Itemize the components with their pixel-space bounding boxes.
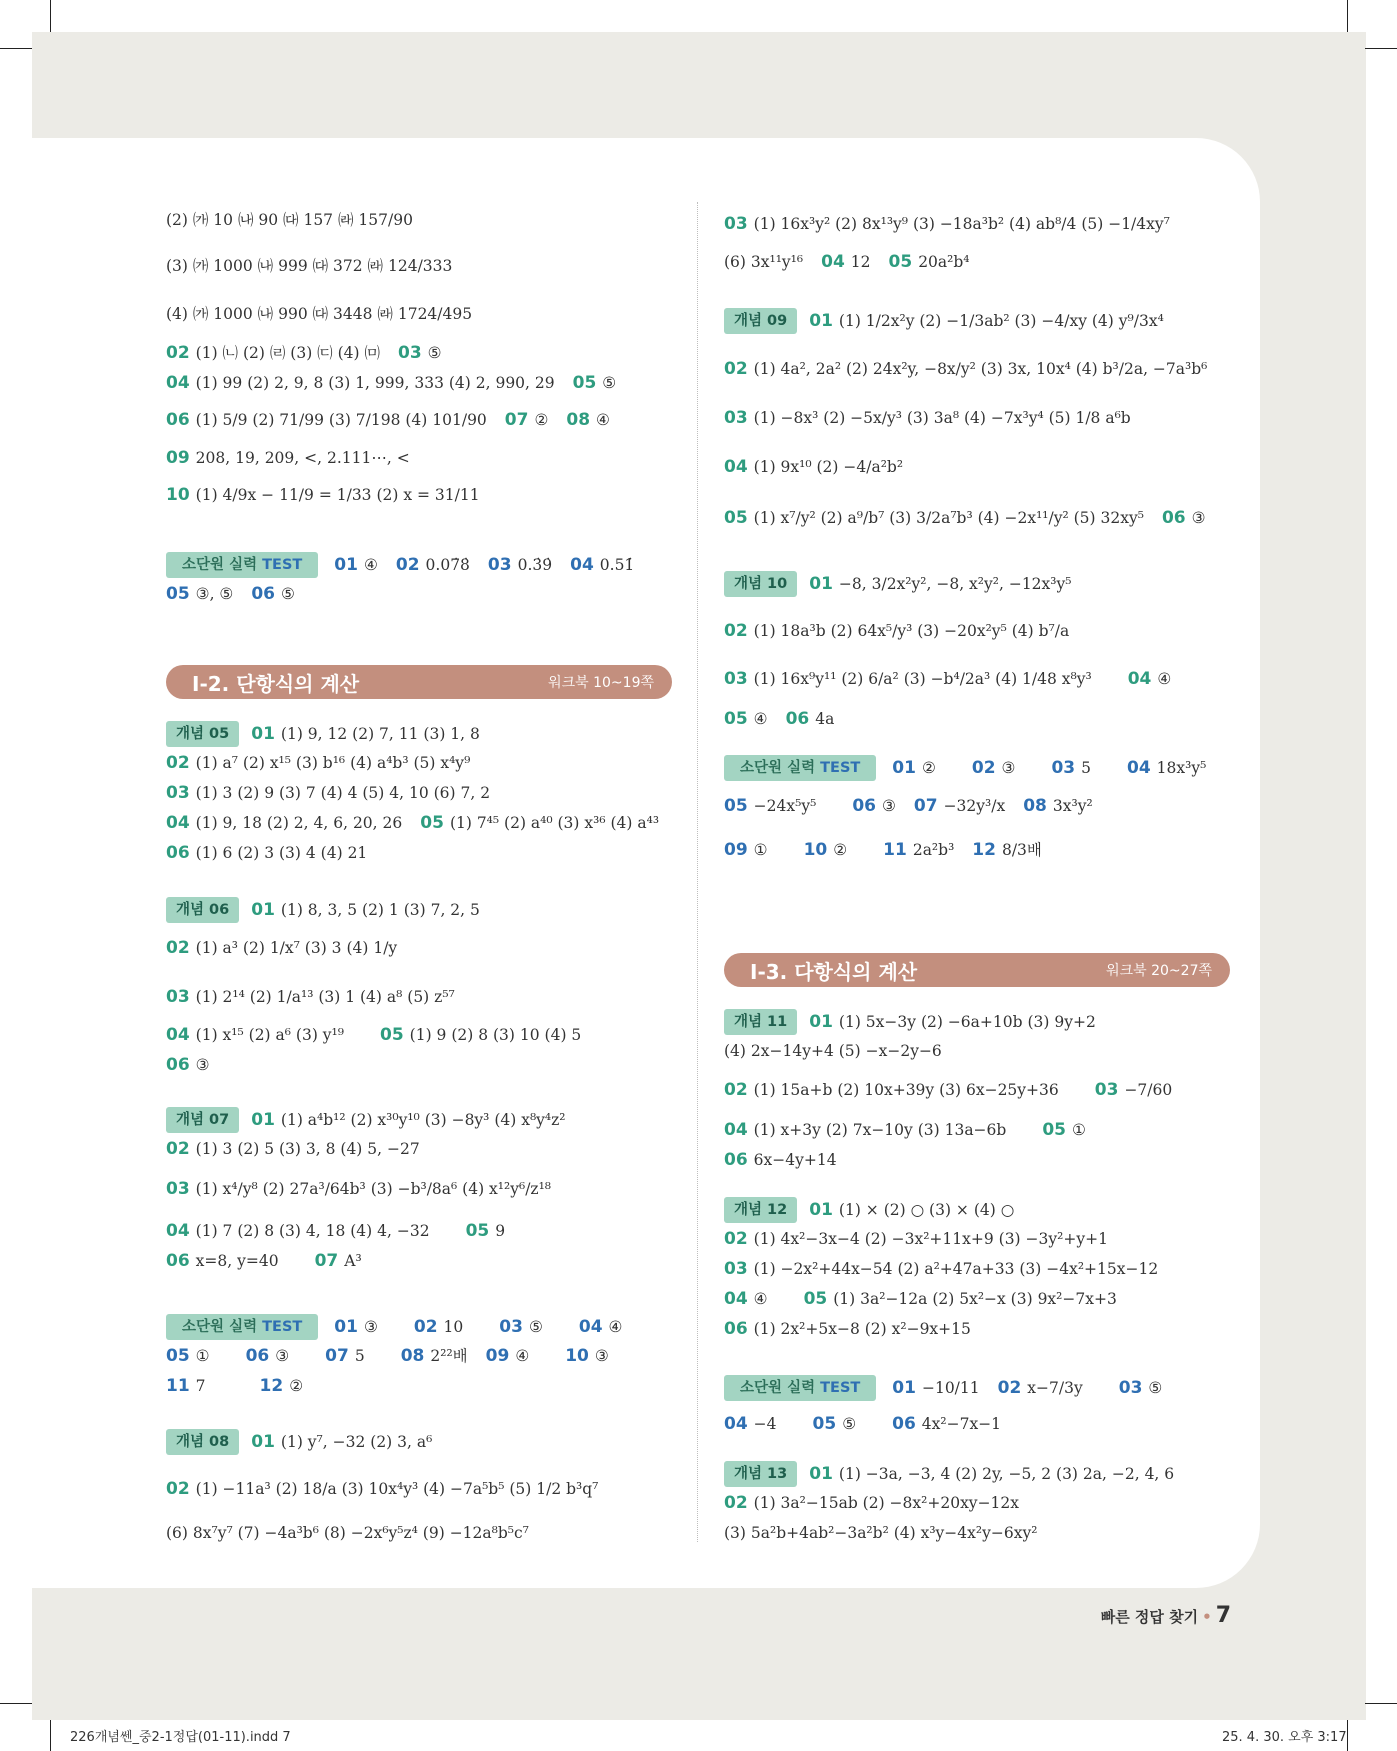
test-tag-label: 소단원 실력: [182, 557, 258, 573]
answer-line: [724, 1197, 1014, 1223]
answer-text: 20a²b⁴: [918, 253, 970, 271]
test-tag: [724, 755, 876, 781]
answer-line: [166, 208, 413, 232]
answer-text: ⑤: [427, 344, 442, 362]
item-number: 02: [724, 359, 748, 379]
test-tag: [166, 1314, 318, 1340]
answer-text: (1) 3 (2) 5 (3) 3, 8 (4) 5, −27: [195, 1140, 420, 1158]
answer-text: 4x²−7x−1: [921, 1415, 1002, 1433]
answer-line: [166, 483, 480, 507]
test-line: [166, 1344, 609, 1368]
answer-text: x−7/3y: [1027, 1379, 1083, 1397]
answer-text: ⑤: [842, 1415, 857, 1433]
item-number: 05: [803, 1289, 828, 1309]
item-number: 02: [166, 343, 190, 363]
answer-text: ②: [921, 759, 936, 777]
test-line: [166, 1374, 303, 1398]
answer-text: (1) x+3y (2) 7x−10y (3) 13a−6b: [753, 1121, 1007, 1139]
test-line: [724, 755, 1206, 781]
item-number: 04: [166, 813, 190, 833]
answer-line: [166, 936, 397, 960]
item-number: 05: [724, 796, 748, 816]
answer-text: 0.51̇: [599, 556, 635, 574]
answer-text: ③: [594, 1347, 609, 1365]
item-number: 04: [578, 1317, 603, 1337]
item-number: 05: [166, 1346, 190, 1366]
answer-line: [166, 1177, 551, 1201]
item-number: 10: [565, 1346, 589, 1366]
answer-text: (1) 9, 18 (2) 2, 4, 6, 20, 26: [195, 814, 403, 832]
item-number: 02: [724, 621, 748, 641]
answer-text: −8, 3/2x²y², −8, x²y², −12x³y⁵: [838, 575, 1072, 593]
answer-text: (4) 2x−14y+4 (5) −x−2y−6: [724, 1042, 942, 1060]
item-number: 04: [724, 1120, 748, 1140]
answer-line: [724, 455, 903, 479]
answer-text: −32y³/x: [943, 797, 1006, 815]
answer-text: 6x−4y+14: [753, 1151, 837, 1169]
answer-text: (1) 3a²−15ab (2) −8x²+20xy−12x: [753, 1494, 1020, 1512]
answer-line: [166, 302, 472, 326]
item-number: 05: [888, 252, 913, 272]
answer-text: (1) 4a², 2a² (2) 24x²y, −8x/y² (3) 3x, 10x⁴ (4) b³/2a, −7a³b⁶: [753, 360, 1208, 378]
item-number: 05: [812, 1414, 837, 1434]
answer-line: [166, 371, 616, 395]
concept-tag: 개념 13: [724, 1461, 797, 1487]
answer-text: ⑤: [528, 1318, 543, 1336]
item-number: 06: [1161, 508, 1186, 528]
item-number: 03: [724, 1259, 748, 1279]
answer-line: [724, 1148, 837, 1172]
answer-text: (6) 3x¹¹y¹⁶: [724, 253, 804, 271]
item-number: 06: [166, 1055, 190, 1075]
item-number: 01: [809, 1200, 833, 1220]
test-tag-label: 소단원 실력: [182, 1319, 258, 1335]
item-number: 03: [166, 987, 190, 1007]
item-number: 07: [504, 410, 529, 430]
answer-text: 2a²b³: [912, 841, 955, 859]
item-number: 03: [499, 1317, 523, 1337]
concept-tag: 개념 10: [724, 571, 797, 597]
section-title: Ⅰ-3. 다항식의 계산: [750, 959, 918, 984]
section-banner: [166, 665, 672, 699]
answer-text: 4a: [815, 710, 835, 728]
answer-line: [724, 1118, 1086, 1142]
item-number: 04: [166, 373, 190, 393]
answer-text: (1) 8, 3, 5 (2) 1 (3) 7, 2, 5: [280, 901, 480, 919]
item-number: 06: [892, 1414, 916, 1434]
answer-text: (1) −3a, −3, 4 (2) 2y, −5, 2 (3) 2a, −2, 4, 6: [838, 1465, 1175, 1483]
concept-tag: 개념 11: [724, 1009, 797, 1035]
answer-text: (1) 2x²+5x−8 (2) x²−9x+15: [753, 1320, 971, 1338]
answer-text: (1) 9, 12 (2) 7, 11 (3) 1, 8: [280, 725, 480, 743]
answer-text: (1) 5/9 (2) 71/99 (3) 7/198 (4) 101/90: [195, 411, 487, 429]
test-tag-label: 소단원 실력: [740, 760, 816, 776]
answer-text: 5: [1081, 759, 1091, 777]
answer-line: [166, 841, 367, 865]
answer-text: ④: [753, 710, 768, 728]
test-tag: [724, 1375, 876, 1401]
item-number: 01: [251, 1110, 275, 1130]
answer-text: 7: [195, 1377, 206, 1395]
item-number: 06: [251, 584, 275, 604]
answer-text: ③: [363, 1318, 378, 1336]
section-title: Ⅰ-2. 단항식의 계산: [192, 671, 360, 696]
item-number: 05: [465, 1221, 490, 1241]
item-number: 07: [325, 1346, 349, 1366]
concept-tag: 개념 08: [166, 1429, 239, 1455]
answer-text: −4: [753, 1415, 777, 1433]
test-tag-label: TEST: [262, 1319, 303, 1335]
answer-text: ②: [289, 1377, 304, 1395]
answer-text: ③: [881, 797, 896, 815]
answer-line: [166, 408, 610, 432]
item-number: 06: [166, 410, 190, 430]
answer-text: (1) 7 (2) 8 (3) 4, 18 (4) 4, −32: [195, 1222, 430, 1240]
concept-tag: 개념 12: [724, 1197, 797, 1223]
answer-text: ④: [608, 1318, 623, 1336]
answer-line: [724, 1491, 1019, 1515]
concept-tag: 개념 07: [166, 1107, 239, 1133]
item-number: 03: [166, 1179, 190, 1199]
answer-line: [166, 1107, 566, 1133]
answer-text: (1) −8x³ (2) −5x/y³ (3) 3a⁸ (4) −7x³y⁴ (5) 1/8 a⁶b: [753, 409, 1131, 427]
answer-line: [166, 751, 470, 775]
answer-line: [166, 897, 480, 923]
answer-line: [724, 1257, 1158, 1281]
item-number: 03: [1051, 758, 1076, 778]
test-tag-label: TEST: [262, 557, 303, 573]
item-number: 06: [724, 1150, 748, 1170]
answer-text: 3x³y²: [1052, 797, 1093, 815]
answer-text: 0.3̇9̇: [517, 556, 553, 574]
answer-text: (4) ㈎ 1000 ㈏ 990 ㈐ 3448 ㈑ 1724/495: [166, 305, 473, 323]
item-number: 03: [1118, 1378, 1143, 1398]
answer-text: (1) 16x⁹y¹¹ (2) 6/a² (3) −b⁴/2a³ (4) 1/48 x⁸y³: [753, 670, 1092, 688]
test-line: [724, 1412, 1001, 1436]
page-footer: [1101, 1603, 1231, 1628]
answer-line: [724, 308, 1164, 334]
item-number: 05: [1042, 1120, 1066, 1140]
answer-text: ⑤: [281, 585, 295, 603]
item-number: 04: [724, 1414, 748, 1434]
item-number: 04: [166, 1025, 190, 1045]
answer-text: ④: [596, 411, 610, 429]
answer-text: (1) a⁷ (2) x¹⁵ (3) b¹⁶ (4) a⁴b³ (5) x⁴y⁹: [195, 754, 471, 772]
answer-text: ④: [363, 556, 378, 574]
answer-text: 18x³y⁵: [1156, 759, 1207, 777]
answer-line: [166, 1429, 432, 1455]
answer-text: (2) ㈎ 10 ㈏ 90 ㈐ 157 ㈑ 157/90: [166, 211, 413, 229]
answer-text: (1) 15a+b (2) 10x+39y (3) 6x−25y+36: [753, 1081, 1059, 1099]
answer-line: [166, 446, 410, 470]
answer-text: 8/3배: [1001, 841, 1042, 859]
answer-line: [724, 1009, 1096, 1035]
item-number: 01: [809, 574, 833, 594]
answer-text: ③: [195, 1056, 210, 1074]
item-number: 02: [395, 555, 420, 575]
test-tag-label: 소단원 실력: [740, 1380, 816, 1396]
answer-text: −7/60: [1124, 1081, 1173, 1099]
item-number: 03: [724, 669, 748, 689]
item-number: 05: [166, 584, 190, 604]
crop-mark: [1365, 1703, 1397, 1704]
item-number: 06: [166, 843, 190, 863]
concept-tag: 개념 05: [166, 721, 239, 747]
item-number: 02: [166, 938, 190, 958]
answer-text: (1) 5x−3y (2) −6a+10b (3) 9y+2: [838, 1013, 1096, 1031]
answer-text: (1) x⁷/y² (2) a⁹/b⁷ (3) 3/2a⁷b³ (4) −2x¹¹/y² (5) 32xy⁵: [753, 509, 1144, 527]
answer-text: ①: [1072, 1121, 1086, 1139]
item-number: 03: [166, 783, 190, 803]
print-slug-left: 226개념쎈_중2-1정답(01-11).indd 7: [70, 1730, 291, 1745]
answer-line: [166, 721, 480, 747]
answer-text: ③: [1001, 759, 1016, 777]
item-number: 02: [971, 758, 996, 778]
test-line: [166, 1314, 622, 1340]
item-number: 08: [1023, 796, 1047, 816]
answer-text: (1) 4/9x − 11/9 = 1/33 (2) x = 31/11: [195, 486, 480, 504]
answer-line: [166, 1053, 210, 1077]
section-banner: [724, 953, 1230, 987]
crop-mark: [0, 1703, 32, 1704]
answer-line: [166, 1137, 420, 1161]
concept-tag: 개념 09: [724, 308, 797, 334]
item-number: 07: [913, 796, 938, 816]
crop-mark: [50, 1720, 51, 1751]
crop-mark: [1347, 0, 1348, 32]
answer-line: [166, 1249, 362, 1273]
item-number: 12: [259, 1376, 284, 1396]
answer-line: [724, 1287, 1117, 1311]
item-number: 05: [724, 508, 748, 528]
print-slug-right: 25. 4. 30. 오후 3:17: [1222, 1730, 1347, 1745]
answer-text: ③: [1191, 509, 1206, 527]
test-line: [724, 1375, 1162, 1401]
test-line: [166, 552, 634, 578]
item-number: 02: [724, 1493, 748, 1513]
answer-text: x=8, y=40: [195, 1252, 279, 1270]
item-number: 08: [400, 1346, 425, 1366]
page-number: 7: [1215, 1603, 1231, 1628]
answer-text: ③: [275, 1347, 290, 1365]
item-number: 04: [570, 555, 594, 575]
answer-text: ⑤: [602, 374, 617, 392]
answer-text: ④: [753, 1290, 768, 1308]
test-line: [166, 582, 295, 606]
crop-mark: [0, 48, 32, 49]
item-number: 09: [166, 448, 190, 468]
item-number: 02: [724, 1229, 748, 1249]
answer-text: (1) 9 (2) 8 (3) 10 (4) 5: [409, 1026, 582, 1044]
test-tag: [166, 552, 318, 578]
test-line: [724, 838, 1042, 862]
item-number: 03: [487, 555, 512, 575]
item-number: 01: [892, 758, 916, 778]
answer-text: (1) y⁷, −32 (2) 3, a⁶: [280, 1433, 433, 1451]
answer-text: 12: [850, 253, 871, 271]
item-number: 02: [166, 1139, 190, 1159]
item-number: 05: [724, 709, 748, 729]
answer-text: 10: [443, 1318, 464, 1336]
item-number: 01: [892, 1378, 916, 1398]
answer-text: (1) 3a²−12a (2) 5x²−x (3) 9x²−7x+3: [833, 1290, 1117, 1308]
answer-text: 0.07̇8̇: [425, 556, 470, 574]
crop-mark: [1347, 1720, 1348, 1751]
item-number: 08: [566, 410, 591, 430]
item-number: 06: [724, 1319, 748, 1339]
item-number: 01: [334, 1317, 358, 1337]
answer-line: [724, 571, 1071, 597]
answer-line: [724, 667, 1171, 691]
answer-text: (1) 16x³y² (2) 8x¹³y⁹ (3) −18a³b² (4) ab⁸/4 (5) −1/4xy⁷: [753, 215, 1170, 233]
item-number: 03: [1094, 1080, 1119, 1100]
item-number: 02: [724, 1080, 748, 1100]
answer-text: (1) x⁴/y⁸ (2) 27a³/64b³ (3) −b³/8a⁶ (4) x¹²y⁶/z¹⁸: [195, 1180, 552, 1198]
item-number: 01: [251, 724, 275, 744]
answer-line: [724, 1078, 1172, 1102]
answer-text: ④: [515, 1347, 530, 1365]
item-number: 01: [251, 900, 275, 920]
item-number: 04: [1127, 669, 1152, 689]
answer-text: (3) ㈎ 1000 ㈏ 999 ㈐ 372 ㈑ 124/333: [166, 257, 453, 275]
test-tag-label: TEST: [820, 1380, 861, 1396]
item-number: 01: [809, 311, 833, 331]
answer-text: (1) × (2) ○ (3) × (4) ○: [838, 1201, 1015, 1219]
answer-text: 9: [495, 1222, 506, 1240]
answer-text: −24x⁵y⁵: [753, 797, 817, 815]
answer-line: [724, 1317, 971, 1341]
answer-text: (6) 8x⁷y⁷ (7) −4a³b⁶ (8) −2x⁶y⁵z⁴ (9) −12a⁸b⁵c⁷: [166, 1524, 529, 1542]
answer-text: ②: [534, 411, 549, 429]
item-number: 06: [785, 709, 810, 729]
answer-line: [166, 985, 455, 1009]
item-number: 10: [803, 840, 828, 860]
answer-line: [166, 1023, 581, 1047]
item-number: 03: [724, 214, 748, 234]
answer-line: [166, 1219, 505, 1243]
answer-line: [166, 811, 659, 835]
answer-text: −10/11: [921, 1379, 980, 1397]
item-number: 02: [166, 753, 190, 773]
answer-text: ③, ⑤: [195, 585, 234, 603]
item-number: 03: [398, 343, 422, 363]
answer-text: (1) 3 (2) 9 (3) 7 (4) 4 (5) 4, 10 (6) 7, 2: [195, 784, 491, 802]
answer-line: [724, 250, 970, 274]
test-tag-label: TEST: [820, 760, 861, 776]
item-number: 01: [334, 555, 358, 575]
concept-tag: 개념 06: [166, 897, 239, 923]
answer-text: 2²²배: [430, 1347, 468, 1365]
answer-line: [724, 1227, 1108, 1251]
answer-text: ⑤: [1148, 1379, 1163, 1397]
item-number: 10: [166, 485, 190, 505]
workbook-pages: 워크북 10~19쪽: [548, 675, 654, 691]
item-number: 11: [166, 1376, 190, 1396]
answer-text: (1) a⁴b¹² (2) x³⁰y¹⁰ (3) −8y³ (4) x⁸y⁴z²: [280, 1111, 566, 1129]
item-number: 02: [166, 1479, 190, 1499]
answer-text: (1) 18a³b (2) 64x⁵/y³ (3) −20x²y⁵ (4) b⁷/a: [753, 622, 1070, 640]
answer-text: ②: [833, 841, 848, 859]
item-number: 05: [420, 813, 444, 833]
answer-text: 5: [354, 1347, 365, 1365]
answer-text: (1) 2¹⁴ (2) 1/a¹³ (3) 1 (4) a⁸ (5) z⁵⁷: [195, 988, 455, 1006]
answer-text: (1) 1/2x²y (2) −1/3ab² (3) −4/xy (4) y⁹/3x⁴: [838, 312, 1164, 330]
answer-line: [166, 341, 442, 365]
column-divider: [697, 202, 698, 1542]
item-number: 01: [251, 1432, 275, 1452]
answer-text: (1) x¹⁵ (2) a⁶ (3) y¹⁹: [195, 1026, 344, 1044]
item-number: 04: [724, 1289, 748, 1309]
item-number: 02: [413, 1317, 438, 1337]
answer-text: (1) −2x²+44x−54 (2) a²+47a+33 (3) −4x²+15x−12: [753, 1260, 1159, 1278]
item-number: 04: [724, 457, 748, 477]
item-number: 09: [724, 840, 748, 860]
item-number: 04: [1127, 758, 1151, 778]
answer-line: [724, 212, 1170, 236]
item-number: 04: [166, 1221, 190, 1241]
item-number: 04: [821, 252, 845, 272]
answer-line: [166, 1477, 598, 1501]
answer-line: [724, 406, 1131, 430]
item-number: 02: [997, 1378, 1022, 1398]
answer-text: ①: [753, 841, 768, 859]
item-number: 09: [485, 1346, 510, 1366]
item-number: 11: [883, 840, 907, 860]
item-number: 01: [809, 1012, 833, 1032]
item-number: 05: [379, 1025, 404, 1045]
answer-line: [724, 619, 1069, 643]
answer-text: ④: [1157, 670, 1172, 688]
answer-text: (1) 6 (2) 3 (3) 4 (4) 21: [195, 844, 368, 862]
answer-text: ①: [195, 1347, 210, 1365]
workbook-pages: 워크북 20~27쪽: [1106, 963, 1212, 979]
item-number: 05: [572, 373, 597, 393]
item-number: 01: [809, 1464, 833, 1484]
answer-text: (1) −11a³ (2) 18/a (3) 10x⁴y³ (4) −7a⁵b⁵ (5) 1/2 b³q⁷: [195, 1480, 599, 1498]
answer-text: (1) 7⁴⁵ (2) a⁴⁰ (3) x³⁶ (4) a⁴³: [449, 814, 660, 832]
answer-text: (1) 9x¹⁰ (2) −4/a²b²: [753, 458, 904, 476]
item-number: 07: [314, 1251, 339, 1271]
item-number: 06: [852, 796, 876, 816]
answer-line: [166, 254, 452, 278]
footer-title: 빠른 정답 찾기: [1100, 1608, 1199, 1626]
footer-dot: •: [1202, 1608, 1212, 1626]
answer-line: [724, 1039, 942, 1063]
answer-text: (1) 4x²−3x−4 (2) −3x²+11x+9 (3) −3y²+y+1: [753, 1230, 1108, 1248]
crop-mark: [1365, 48, 1397, 49]
answer-line: [724, 1521, 1037, 1545]
item-number: 03: [724, 408, 748, 428]
test-line: [724, 794, 1093, 818]
answer-text: A³: [344, 1252, 362, 1270]
answer-line: [724, 506, 1206, 530]
answer-text: 208, 19, 209, <, 2.111⋯, <: [195, 449, 410, 467]
answer-line: [724, 707, 834, 731]
answer-text: (1) 99 (2) 2, 9, 8 (3) 1, 999, 333 (4) 2, 990, 29: [195, 374, 555, 392]
item-number: 12: [972, 840, 996, 860]
answer-line: [166, 781, 490, 805]
answer-text: (3) 5a²b+4ab²−3a²b² (4) x³y−4x²y−6xy²: [724, 1524, 1038, 1542]
item-number: 06: [245, 1346, 270, 1366]
answer-text: (1) a³ (2) 1/x⁷ (3) 3 (4) 1/y: [195, 939, 398, 957]
answer-line: [724, 1461, 1174, 1487]
answer-line: [724, 357, 1207, 381]
crop-mark: [50, 0, 51, 32]
item-number: 06: [166, 1251, 190, 1271]
answer-text: (1) ㈁ (2) ㈃ (3) ㈂ (4) ㈄: [195, 344, 380, 362]
answer-line: [166, 1521, 529, 1545]
